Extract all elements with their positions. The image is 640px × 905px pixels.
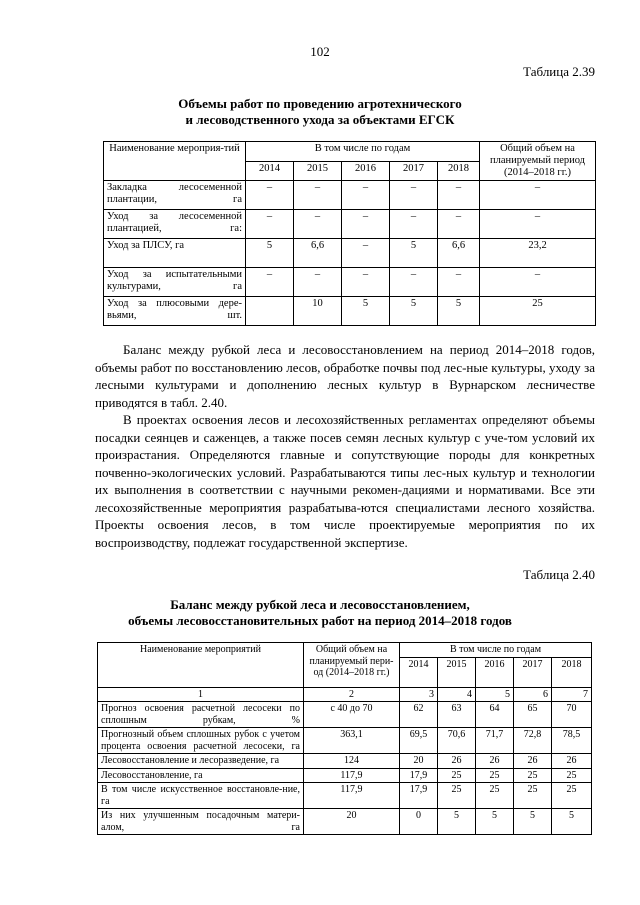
cell: 25 [476,783,514,809]
header-total-cell: Общий объем на планируемый пери-од (2014–2018 гг.) [304,643,400,688]
table-2-40 [97,642,592,835]
row-name: Лесовосстановление и лесоразведение, га [98,754,304,769]
cell: 5 [438,297,480,326]
cell: – [438,268,480,297]
cell: – [246,210,294,239]
cell: – [438,181,480,210]
cell: 5 [514,809,552,835]
cell [246,297,294,326]
cell: – [390,268,438,297]
cell: – [294,268,342,297]
header-year: 2016 [476,657,514,687]
cell: 10 [294,297,342,326]
cell: 64 [476,702,514,728]
cell: – [438,210,480,239]
paragraph: В проектах освоения лесов и лесохозяйственных регламентах определяют объемы посадки сеянцев и саженцев, а также посев семян лесных культур с уче-том условий их произрастания. Определяются главные и сопутствующие породы для конкретных почвенно-экологических условий. Разрабатываются типы лес-ных культур и технологии их выполнения в соответствии с научными рекомен-дациями и нормативами. Все эти лесохозяйственные мероприятия разрабатыва-ются специалистами лесного хозяйства. Проекты освоения лесов, в том числе проектируемые мероприятия по их воспроизводству, подлежат государственной экспертизе. [95,412,595,550]
cell-total: 117,9 [304,783,400,809]
cell: 65 [514,702,552,728]
cell: 6,6 [294,239,342,268]
cell: 26 [476,754,514,769]
row-name: Закладка лесосеменной плантации, га [104,181,246,210]
cell: – [390,181,438,210]
cell: 62 [400,702,438,728]
cell-total: 25 [480,297,596,326]
row-name: Прогнозный объем сплошных рубок с учетом процента освоения расчетной лесосеки, га [98,728,304,754]
table-row [98,728,592,754]
column-number: 4 [438,687,476,702]
cell: 72,8 [514,728,552,754]
header-year: 2014 [400,657,438,687]
cell: 25 [438,783,476,809]
cell: 70,6 [438,728,476,754]
cell: – [294,181,342,210]
row-name: Уход за ПЛСУ, га [104,239,246,268]
cell: 25 [476,768,514,783]
cell: 63 [438,702,476,728]
cell: – [246,268,294,297]
cell: 78,5 [552,728,592,754]
cell: 25 [438,768,476,783]
table-title-2-40 [0,597,640,629]
cell: 69,5 [400,728,438,754]
table-row [98,754,592,769]
cell: 26 [552,754,592,769]
header-year: 2017 [514,657,552,687]
row-name: Уход за испытательными культурами, га [104,268,246,297]
cell: – [342,239,390,268]
cell-total: 124 [304,754,400,769]
cell: 5 [390,239,438,268]
table-title-line-2: объемы лесовосстановительных работ на период 2014–2018 годов [128,613,512,628]
cell: 25 [514,783,552,809]
cell: – [342,210,390,239]
cell: 5 [438,809,476,835]
table-title-line-1: Баланс между рубкой леса и лесовосстановлением, [170,597,470,612]
table-title-line-1: Объемы работ по проведению агротехнического [178,96,462,111]
table-row [104,210,596,239]
header-year: 2014 [246,161,294,181]
cell: 26 [514,754,552,769]
cell: 5 [342,297,390,326]
table-label-2-40: Таблица 2.40 [523,567,595,582]
table-number-row [98,687,592,702]
cell-total: с 40 до 70 [304,702,400,728]
cell: 70 [552,702,592,728]
cell-total: – [480,268,596,297]
header-year: 2017 [390,161,438,181]
column-number: 2 [304,687,400,702]
header-year: 2018 [438,161,480,181]
table-title-line-2: и лесоводственного ухода за объектами ЕГСК [185,112,455,127]
cell: 0 [400,809,438,835]
row-name: Уход за плюсовыми дере-вьями, шт. [104,297,246,326]
column-number: 1 [98,687,304,702]
cell: 25 [552,768,592,783]
table-header-row [104,142,596,162]
cell-total: 363,1 [304,728,400,754]
column-number: 6 [514,687,552,702]
cell-total: 117,9 [304,768,400,783]
cell: – [342,181,390,210]
header-name-cell: Наименование мероприя-тий [104,142,246,181]
cell: 5 [552,809,592,835]
row-name: Из них улучшенным посадочным матери-алом, га [98,809,304,835]
cell: – [390,210,438,239]
cell-total: – [480,210,596,239]
cell: 17,9 [400,783,438,809]
cell-total: 20 [304,809,400,835]
page-number: 102 [310,44,330,59]
header-total-cell: Общий объем на планируемый период (2014–2018 гг.) [480,142,596,181]
table-row [104,239,596,268]
cell: – [294,210,342,239]
cell: 5 [390,297,438,326]
cell: – [246,181,294,210]
body-text [95,341,595,551]
table-2-39 [103,141,596,326]
row-name: Лесовосстановление, га [98,768,304,783]
cell-total: – [480,181,596,210]
cell: 71,7 [476,728,514,754]
cell: 5 [476,809,514,835]
header-year: 2015 [438,657,476,687]
table-row [98,768,592,783]
cell: 5 [246,239,294,268]
header-name-cell: Наименование мероприятий [98,643,304,688]
cell: 20 [400,754,438,769]
column-number: 7 [552,687,592,702]
row-name: Прогноз освоения расчетной лесосеки по сплошным рубкам, % [98,702,304,728]
header-year: 2018 [552,657,592,687]
header-years-group: В том числе по годам [246,142,480,162]
table-row [104,268,596,297]
column-number: 3 [400,687,438,702]
cell: 25 [552,783,592,809]
row-name: Уход за лесосеменной плантацией, га: [104,210,246,239]
paragraph: Баланс между рубкой леса и лесовосстановлением на период 2014–2018 годов, объемы работ по восстановлению лесов, обработке почвы под лес-ные культуры, уходу за лесными культурами и дополнению лесных культур в Вурнарском лесничестве приводятся в табл. 2.40. [95,342,595,410]
header-year: 2015 [294,161,342,181]
header-years-group: В том числе по годам [400,643,592,658]
table-row [104,297,596,326]
cell: 6,6 [438,239,480,268]
cell: 26 [438,754,476,769]
cell: 17,9 [400,768,438,783]
table-title-2-39 [0,96,640,128]
header-year: 2016 [342,161,390,181]
table-row [98,702,592,728]
row-name: В том числе искусственное восстановле-ние, га [98,783,304,809]
cell-total: 23,2 [480,239,596,268]
table-row [98,809,592,835]
table-label-2-39: Таблица 2.39 [523,64,595,79]
cell: 25 [514,768,552,783]
column-number: 5 [476,687,514,702]
table-header-row [98,643,592,658]
table-row [98,783,592,809]
table-row [104,181,596,210]
cell: – [342,268,390,297]
